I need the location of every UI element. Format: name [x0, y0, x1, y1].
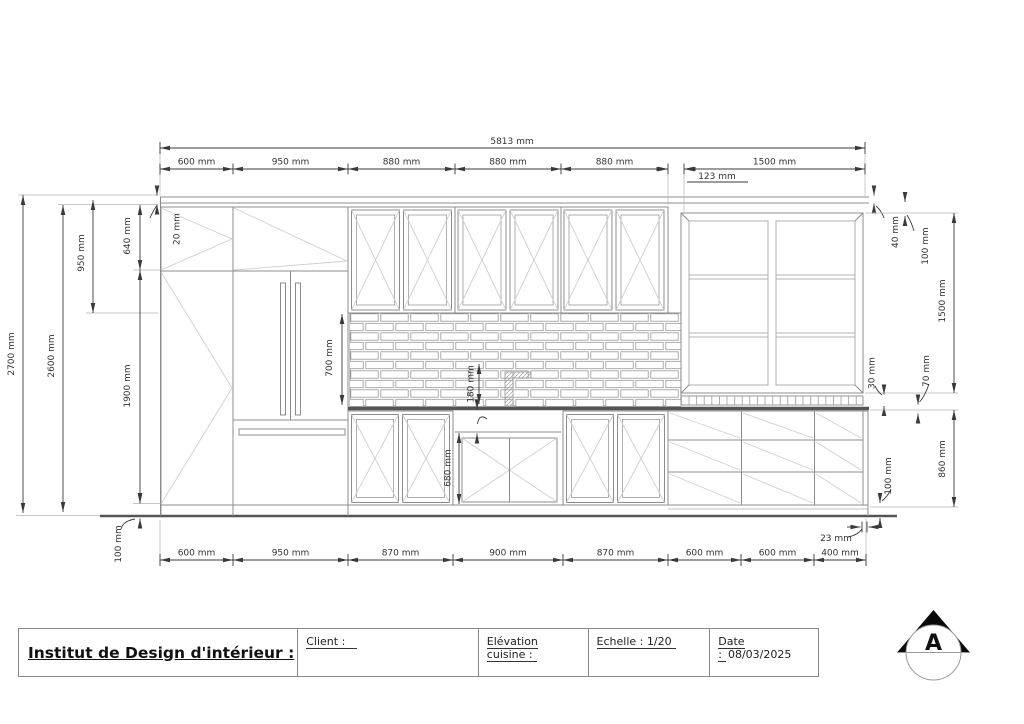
dim-70mm: [918, 355, 932, 423]
upper-wall-cabinets: [348, 207, 668, 313]
dim-bot-900: 900 mm: [489, 548, 527, 559]
dim-860-label: 860 mm: [938, 440, 948, 478]
dim-700-label: 700 mm: [325, 339, 335, 377]
fridge-handle-left: [281, 283, 286, 415]
dim-100-top-right: [905, 192, 931, 265]
dim-100bl-label: 100 mm: [114, 525, 124, 563]
client-cell: [297, 629, 478, 676]
dim-180-label: 180 mm: [466, 365, 477, 403]
dim-bot-600a: 600 mm: [177, 548, 216, 559]
marker-letter: A: [924, 631, 943, 656]
dim-100br-label: 100 mm: [884, 457, 894, 495]
dim-100tr-label: 100 mm: [921, 227, 931, 265]
dim-1900-label: 1900 mm: [123, 364, 133, 408]
dim-top-880c: 880 mm: [595, 157, 634, 168]
drawing-title-cell: [478, 629, 588, 676]
dim-30mm: [868, 357, 885, 415]
drawer-bank: [668, 411, 868, 516]
freezer-drawer-handle: [239, 429, 345, 435]
dim-bottom-chain: [160, 518, 882, 566]
dim-bot-870b: 870 mm: [596, 548, 635, 559]
dim-bot-950: 950 mm: [271, 548, 310, 559]
dim-left-column: [7, 186, 183, 563]
dim-bot-600b: 600 mm: [685, 548, 724, 559]
company-cell: [19, 629, 297, 676]
date-value: 08/03/2025: [727, 648, 792, 661]
dim-950v-label: 950 mm: [77, 234, 87, 272]
dim-640-label: 640 mm: [123, 217, 133, 255]
dim-bot-600c: 600 mm: [758, 548, 797, 559]
dim-23mm: [820, 522, 882, 545]
dim-680-label: 680 mm: [443, 449, 454, 487]
dim-bot-400: 400 mm: [821, 548, 859, 559]
drawing-title-label: Elévation cuisine :: [486, 635, 538, 661]
dim-20-label: 20 mm: [172, 213, 183, 245]
ceiling-line: [160, 197, 869, 203]
dim-2700-label: 2700 mm: [7, 332, 17, 376]
tall-glass-unit: [681, 213, 863, 393]
dim-40-label: 40 mm: [891, 216, 901, 248]
dim-top-880a: 880 mm: [382, 157, 421, 168]
title-block: [18, 628, 819, 677]
dim-top-600: 600 mm: [177, 157, 216, 168]
dim-bot-870a: 870 mm: [381, 548, 420, 559]
date-cell: [709, 629, 818, 676]
dim-2600-label: 2600 mm: [47, 334, 57, 378]
dim-right-column: [865, 186, 958, 528]
dim-top-chain: [160, 158, 865, 213]
orientation-marker: [897, 610, 970, 680]
client-label: Client :: [306, 635, 357, 649]
dim-top-950: 950 mm: [271, 157, 310, 168]
dim-1500v-label: 1500 mm: [938, 279, 948, 323]
dim-30-label: 30 mm: [867, 357, 878, 389]
dishwasher: [453, 411, 563, 505]
dim-top-1500: 1500 mm: [752, 157, 797, 168]
dim-100-bottom-right: [880, 457, 894, 528]
dim-top-123: 123 mm: [698, 172, 736, 182]
scale-cell: [588, 629, 710, 676]
date-label: Date :: [718, 635, 745, 661]
dim-100-bottom-left: [114, 494, 140, 563]
tile-row: [681, 396, 863, 405]
dim-40mm: [874, 186, 901, 248]
scale-label: Echelle : 1/20: [597, 635, 676, 649]
company-name: Institut de Design d'intérieur :: [28, 643, 295, 662]
backsplash-tiles: [350, 313, 681, 406]
dim-top-880b: 880 mm: [489, 157, 527, 168]
dim-70-label: 70 mm: [922, 355, 932, 387]
overall-width-label: 5813 mm: [490, 137, 534, 147]
fridge-handle-right: [296, 283, 301, 415]
floor-line: [16, 516, 897, 517]
tall-cabinet-left: [161, 207, 233, 516]
dim-23-label: 23 mm: [820, 534, 852, 544]
